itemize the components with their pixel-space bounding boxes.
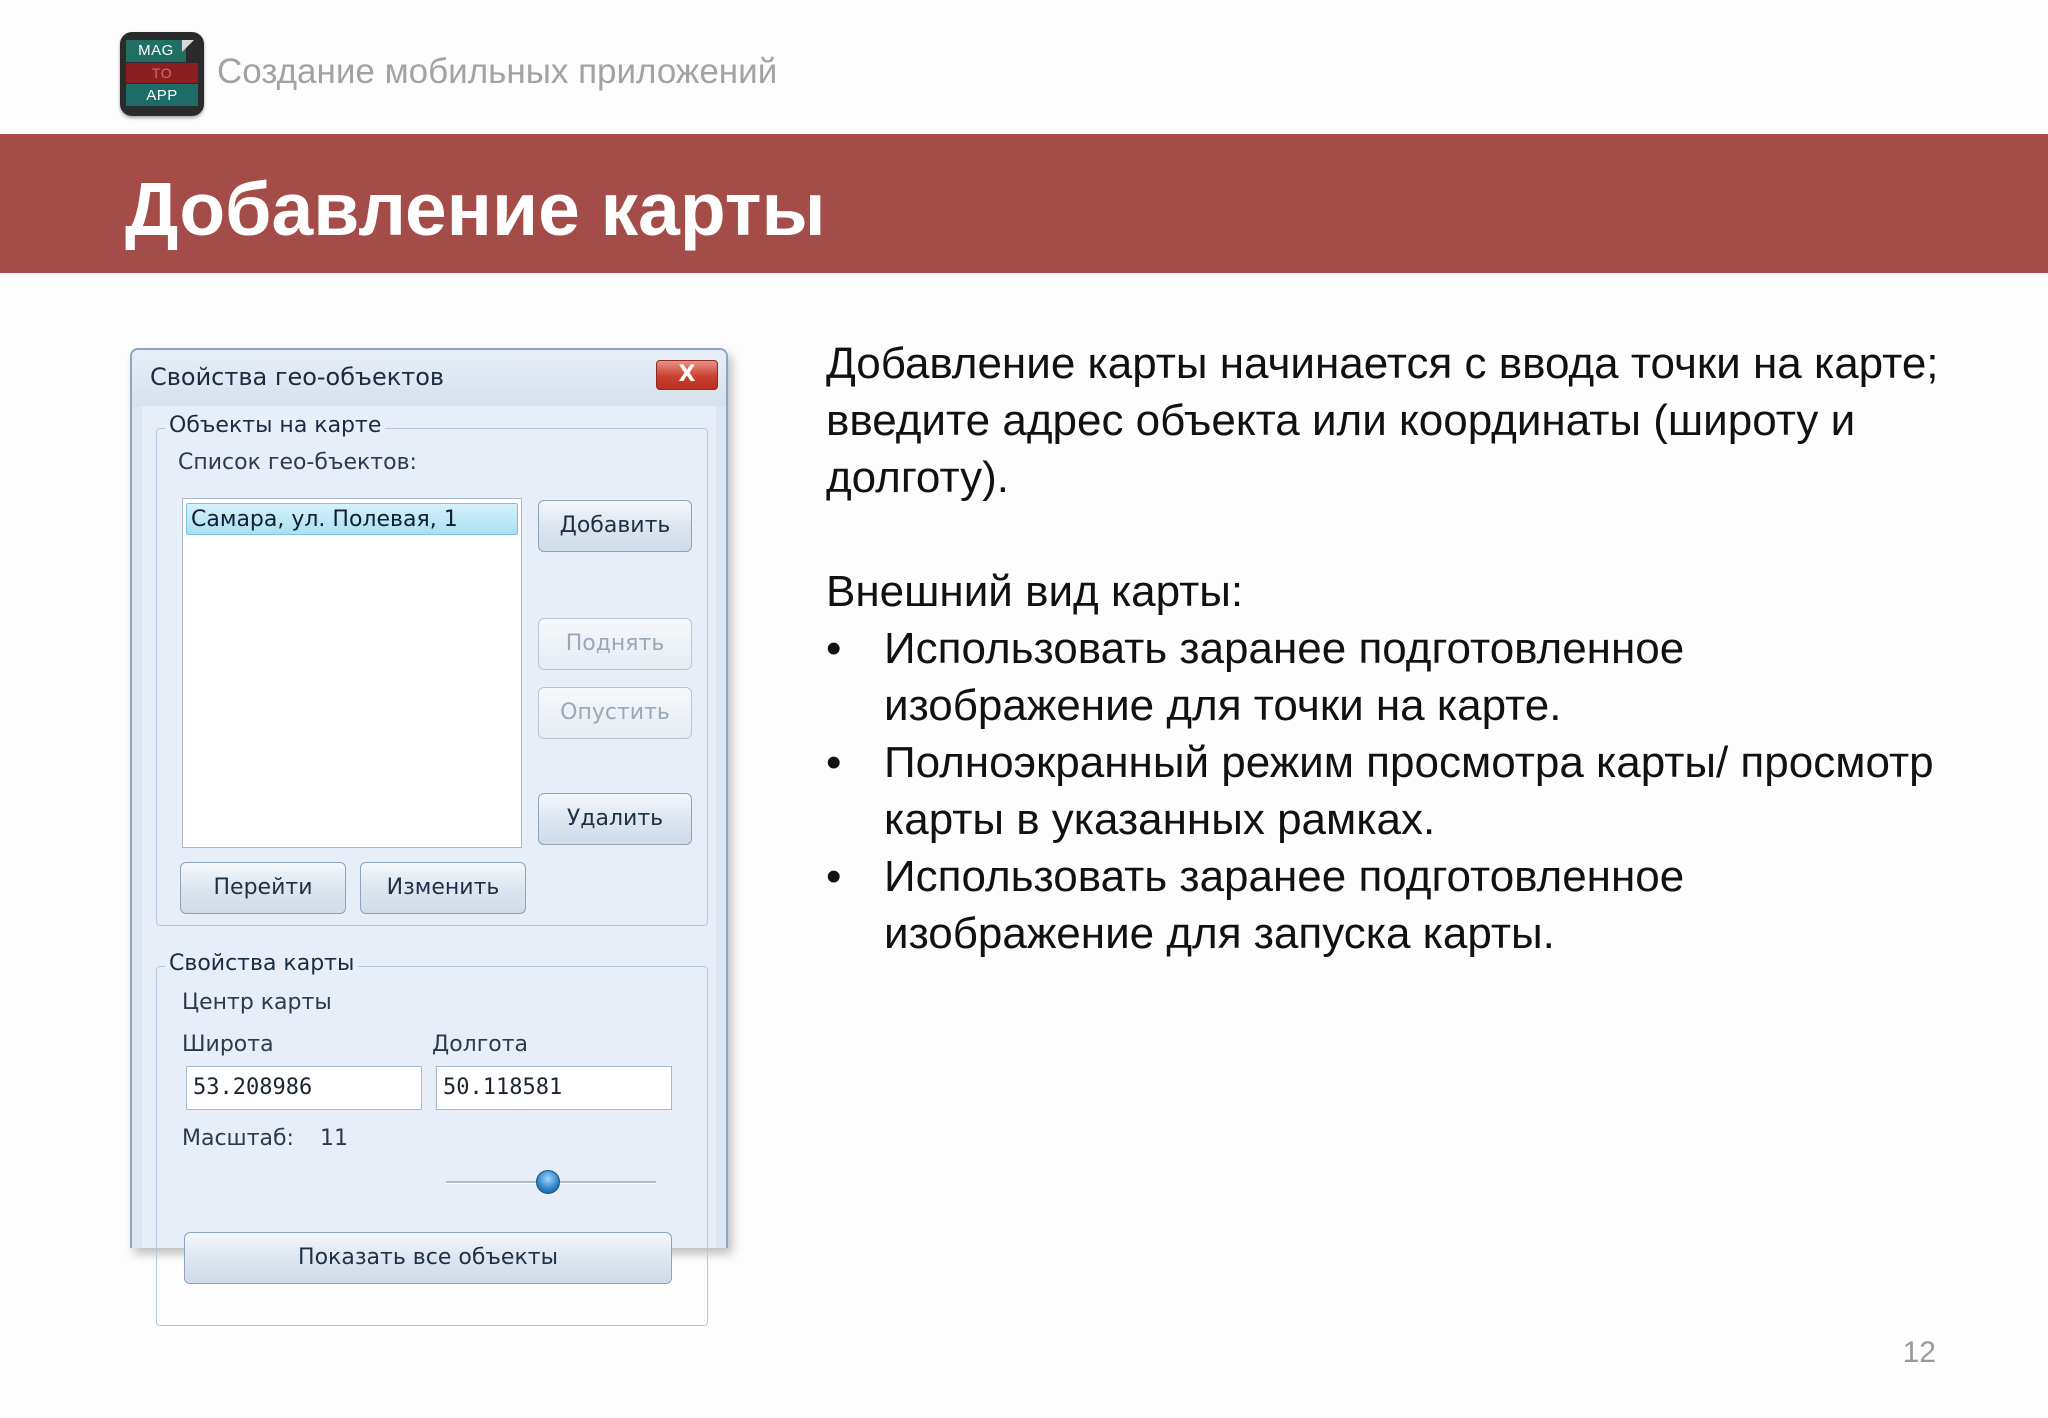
edit-button[interactable]: Изменить — [360, 862, 526, 914]
map-center-label: Центр карты — [182, 990, 332, 1015]
slide-body-text — [826, 335, 1946, 962]
bullet-text: Полноэкранный режим просмотра карты/ просмотр карты в указанных рамках. — [884, 738, 1934, 844]
longitude-field[interactable]: 50.118581 — [436, 1066, 672, 1110]
scale-label: Масштаб: — [182, 1126, 294, 1151]
bullet-text: Использовать заранее подготовленное изображение для запуска карты. — [884, 852, 1685, 958]
intro-paragraph: Добавление карты начинается с ввода точки на карте; введите адрес объекта или координаты (широту и долготу). — [826, 339, 1939, 502]
appearance-bullet-list — [826, 620, 1946, 962]
scale-slider-thumb[interactable] — [536, 1170, 560, 1194]
scale-value: 11 — [320, 1126, 348, 1151]
logo-text-app: APP — [146, 87, 178, 104]
list-item — [826, 848, 1946, 962]
bullet-text: Использовать заранее подготовленное изображение для точки на карте. — [884, 624, 1685, 730]
list-item[interactable]: Самара, ул. Полевая, 1 — [186, 503, 518, 535]
move-down-button[interactable]: Опустить — [538, 687, 692, 739]
geo-objects-list-label: Список гео-бъектов: — [178, 450, 417, 475]
geo-objects-dialog — [130, 348, 728, 1270]
title-bar — [0, 134, 2048, 273]
objects-group-legend: Объекты на карте — [165, 413, 385, 438]
bullet-icon: • — [826, 624, 842, 673]
close-icon[interactable]: X — [656, 360, 718, 390]
show-all-objects-button[interactable]: Показать все объекты — [184, 1232, 672, 1284]
geo-objects-listbox[interactable] — [182, 498, 522, 848]
presentation-subtitle: Создание мобильных приложений — [217, 52, 778, 91]
delete-button[interactable]: Удалить — [538, 793, 692, 845]
latitude-field[interactable]: 53.208986 — [186, 1066, 422, 1110]
longitude-label: Долгота — [432, 1032, 529, 1057]
dialog-title: Свойства гео-объектов — [150, 363, 445, 391]
dialog-titlebar — [132, 350, 726, 406]
latitude-label: Широта — [182, 1032, 274, 1057]
logo-text-to: TO — [151, 65, 173, 81]
bullet-icon: • — [826, 852, 842, 901]
map-properties-legend: Свойства карты — [165, 951, 358, 976]
mag-to-app-logo — [120, 32, 204, 116]
page-number: 12 — [1902, 1336, 1936, 1369]
list-item — [826, 620, 1946, 734]
list-item — [826, 734, 1946, 848]
slide-title: Добавление карты — [125, 167, 826, 251]
goto-button[interactable]: Перейти — [180, 862, 346, 914]
move-up-button[interactable]: Поднять — [538, 618, 692, 670]
add-button[interactable]: Добавить — [538, 500, 692, 552]
logo-text-mag: MAG — [138, 42, 174, 59]
bullet-icon: • — [826, 738, 842, 787]
appearance-heading: Внешний вид карты: — [826, 567, 1244, 616]
dialog-client-area — [142, 406, 716, 1270]
